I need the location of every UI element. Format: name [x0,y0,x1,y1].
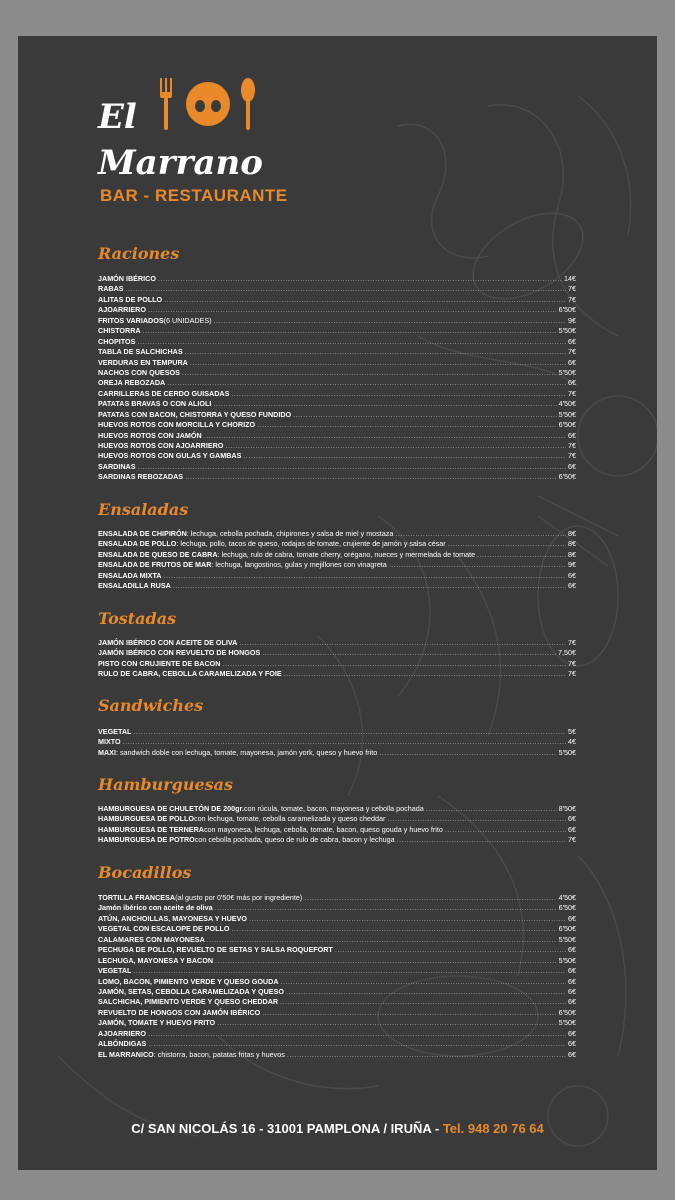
menu-item [98,389,576,399]
dot-leader [280,997,566,1007]
menu-item-price: 6€ [568,430,576,440]
menu-item-price: 6€ [568,814,576,824]
menu-item-price: 6€ [568,997,576,1007]
menu-item-price: 6'50€ [558,903,576,913]
menu-item-name: ENSALADA DE QUESO DE CABRA [98,549,218,559]
menu-item-price: 5'50€ [558,1018,576,1028]
menu-item-name: PATATAS CON BACON, CHISTORRA Y QUESO FUNDIDO [98,409,292,419]
menu-item-description: : lechuga, rulo de cabra, tomate cherry, orégano, nueces y mermelada de tomate [217,549,476,559]
logo-cutlery-group [156,76,266,136]
dot-leader [284,669,566,679]
menu-item-price: 6€ [568,945,576,955]
menu-item-name: CARRILLERAS DE CERDO GUISADAS [98,388,230,398]
dot-leader [379,748,556,758]
footer-contact [18,1121,657,1136]
menu-item [98,410,576,420]
menu-item [98,966,576,976]
menu-item-price: 6€ [568,581,576,591]
dot-leader [239,638,566,648]
menu-item-description: con lechuga, tomate, cebolla caramelizada y queso cheddar [193,814,386,824]
menu-item-name: OREJA REBOZADA [98,378,166,388]
dot-leader [387,814,566,824]
dot-leader [426,804,557,814]
menu-item-name: CHISTORRA [98,326,141,336]
menu-item [98,638,576,648]
dot-leader [286,987,566,997]
menu-item-price: 7€ [568,669,576,679]
menu-item [98,987,576,997]
menu-item [98,804,576,814]
brand-tagline: BAR - RESTAURANTE [100,186,288,205]
menu-item-name: ENSALADA DE FRUTOS DE MAR [98,560,212,570]
menu-item-name: LOMO, BACON, PIMIENTO VERDE Y QUESO GOUDA [98,976,279,986]
menu-item-name: VEGETAL [98,966,132,976]
dot-leader [185,347,566,357]
menu-item [98,737,576,747]
dot-leader [262,1008,556,1018]
menu-item [98,1018,576,1028]
menu-item-name: SALCHICHA, PIMIENTO VERDE Y QUESO CHEDDAR [98,997,279,1007]
menu-item-name: VERDURAS EN TEMPURA [98,357,188,367]
menu-board [18,36,657,1170]
section-title-bocadillos: Bocadillos [98,863,192,882]
dot-leader [164,571,567,581]
dot-leader [164,295,566,305]
menu-item-name: ALITAS DE POLLO [98,294,163,304]
menu-item-name: ATÚN, ANCHOILLAS, MAYONESA Y HUEVO [98,913,247,923]
menu-item-name: ENSALADILLA RUSA [98,581,171,591]
menu-item [98,316,576,326]
menu-item [98,727,576,737]
dot-leader [287,1050,566,1060]
menu-item-name: HAMBURGUESA DE TERNERA [98,824,204,834]
footer-phone[interactable]: Tel. 948 20 76 64 [442,1121,544,1136]
menu-item-description: : lechuga, cebolla pochada, chipirones y salsa de miel y mostaza [186,529,394,538]
menu-item-price: 5'50€ [558,409,576,419]
dot-leader [214,316,566,326]
menu-item [98,914,576,924]
menu-item-name: CALAMARES CON MAYONESA [98,934,205,944]
menu-item-price: 6€ [568,986,576,996]
section-items-sandwiches [98,727,576,758]
section-items-ensaladas [98,529,576,592]
menu-item-name: ENSALADA DE POLLO [98,539,177,549]
menu-item-price: 8€ [568,529,576,538]
menu-item-description: : lechuga, langostinos, gulas y mejillones con vinagreta [211,560,387,570]
menu-item-name: FRITOS VARIADOS [98,315,164,325]
menu-item-description: con cebolla pochada, queso de rulo de cabra, bacon y lechuga [194,835,395,845]
menu-item-price: 5€ [568,727,576,736]
dot-leader [167,378,566,388]
footer-address: C/ SAN NICOLÁS 16 - 31001 PAMPLONA / IRUÑA - [131,1121,443,1136]
menu-item [98,935,576,945]
menu-item [98,835,576,845]
menu-item-price: 5'50€ [558,747,576,757]
menu-item [98,462,576,472]
menu-item-name: JAMÓN, SETAS, CEBOLLA CARAMELIZADA Y QUESO [98,986,284,996]
menu-item [98,1029,576,1039]
dot-leader [204,431,566,441]
menu-item-price: 5'50€ [558,326,576,336]
menu-item [98,305,576,315]
dot-leader [243,451,566,461]
menu-item-price: 14€ [564,274,576,283]
menu-item-name: MAXI [98,747,116,757]
dot-leader [477,550,566,560]
dot-leader [173,581,566,591]
menu-item [98,337,576,347]
menu-item [98,956,576,966]
menu-item-name: HUEVOS ROTOS CON GULAS Y GAMBAS [98,451,242,461]
section-items-raciones [98,274,576,483]
menu-item-price: 5'50€ [558,934,576,944]
menu-item [98,924,576,934]
brand-name-line1: El [98,97,137,137]
menu-item-price: 6'50€ [558,472,576,482]
section-items-hamburguesas [98,804,576,846]
menu-item-description: : lechuga, pollo, tacos de queso, rodajas de tomate, crujiente de jamón y salsa césar [176,539,446,549]
menu-item [98,571,576,581]
menu-item-price: 6€ [568,976,576,986]
menu-item-name: PISTO CON CRUJIENTE DE BACON [98,658,221,668]
menu-item-name: Jamón ibérico con aceite de oliva [98,903,213,913]
menu-item-name: JAMÓN IBÉRICO CON ACEITE DE OLIVA [98,638,238,647]
menu-item [98,893,576,903]
menu-item-name: AJOARRIERO [98,1028,146,1038]
menu-item [98,1039,576,1049]
section-title-sandwiches: Sandwiches [98,696,204,715]
menu-item [98,441,576,451]
menu-item-name: TORTILLA FRANCESA [98,893,176,902]
menu-item-price: 6'50€ [558,1007,576,1017]
dot-leader [158,274,562,284]
menu-item-price: 7,50€ [558,648,576,658]
menu-item-price: 5'50€ [558,367,576,377]
dot-leader [207,935,557,945]
dot-leader [133,966,566,976]
dot-leader [138,462,566,472]
menu-item-price: 6'50€ [558,924,576,934]
menu-item-description: (6 UNIDADES) [163,315,212,325]
dot-leader [249,914,566,924]
menu-item-price: 6€ [568,378,576,388]
menu-item [98,295,576,305]
section-items-tostadas [98,638,576,680]
menu-item-name: RULO DE CABRA, CEBOLLA CARAMELIZADA Y FOIE [98,669,282,679]
menu-item-name: EL MARRANICO [98,1049,154,1059]
menu-item-price: 7€ [568,835,576,845]
menu-item-price: 6€ [568,461,576,471]
dot-leader [126,284,566,294]
menu-item [98,550,576,560]
menu-item-price: 6€ [568,913,576,923]
fork-icon [160,78,172,130]
menu-item-price: 5'50€ [558,955,576,965]
dot-leader [148,1039,566,1049]
menu-item [98,539,576,549]
menu-item [98,748,576,758]
menu-item [98,451,576,461]
menu-item-price: 7€ [568,284,576,294]
menu-item [98,669,576,679]
menu-item-price: 4€ [568,737,576,747]
dot-leader [182,368,557,378]
dot-leader [389,560,566,570]
menu-item-price: 6€ [568,1049,576,1059]
menu-item-name: JAMÓN IBÉRICO [98,274,156,283]
dot-leader [148,305,557,315]
menu-item-name: SARDINAS [98,461,136,471]
dot-leader [215,903,557,913]
dot-leader [215,956,557,966]
dot-leader [185,472,557,482]
brand-name-line2: Marrano [98,143,263,183]
dot-leader [137,337,566,347]
dot-leader [262,648,556,658]
dot-leader [213,399,556,409]
dot-leader [257,420,557,430]
menu-item-name: HAMBURGUESA DE CHULETÓN DE 200gr. [98,804,244,813]
menu-item [98,420,576,430]
menu-item [98,659,576,669]
dot-leader [143,326,557,336]
dot-leader [231,389,566,399]
dot-leader [445,825,566,835]
menu-item-price: 7€ [568,638,576,647]
section-items-bocadillos [98,893,576,1060]
menu-item [98,560,576,570]
menu-item-name: HUEVOS ROTOS CON JAMÓN [98,430,202,440]
menu-item [98,378,576,388]
menu-item [98,977,576,987]
menu-item-name: ENSALADA MIXTA [98,570,162,580]
menu-item-name: HUEVOS ROTOS CON AJOARRIERO [98,441,224,450]
dot-leader [225,441,566,451]
menu-item-name: CHOPITOS [98,336,136,346]
section-title-tostadas: Tostadas [98,609,177,628]
menu-item-name: VEGETAL CON ESCALOPE DE POLLO [98,924,230,934]
menu-item-price: 6'50€ [558,420,576,430]
menu-item [98,368,576,378]
menu-item-description: : sandwich doble con lechuga, tomate, mayonesa, jamón york, queso y huevo frito [115,747,378,757]
menu-item-price: 7€ [568,294,576,304]
menu-item-price: 8€ [568,549,576,559]
section-title-hamburguesas: Hamburguesas [98,775,234,794]
menu-item-price: 6€ [568,336,576,346]
menu-item [98,997,576,1007]
menu-item-name: SARDINAS REBOZADAS [98,472,184,482]
menu-item [98,581,576,591]
dot-leader [148,1029,566,1039]
menu-item-price: 6€ [568,1028,576,1038]
section-title-ensaladas: Ensaladas [98,500,189,519]
pig-face-icon [186,82,230,126]
menu-item-price: 7€ [568,441,576,450]
menu-item [98,274,576,284]
dot-leader [222,659,566,669]
menu-item-description: con rúcula, tomate, bacon, mayonesa y cebolla pochada [243,804,424,813]
menu-item-price: 7€ [568,451,576,461]
dot-leader [217,1018,556,1028]
menu-item-price: 6€ [568,824,576,834]
dot-leader [448,539,566,549]
menu-item [98,326,576,336]
menu-item-name: TABLA DE SALCHICHAS [98,347,183,357]
menu-item [98,1008,576,1018]
menu-item-price: 4'50€ [558,399,576,409]
menu-item-name: NACHOS CON QUESOS [98,367,180,377]
menu-item [98,814,576,824]
menu-item [98,431,576,441]
menu-item [98,903,576,913]
menu-item-price: 6€ [568,570,576,580]
dot-leader [281,977,566,987]
menu-item [98,399,576,409]
dot-leader [335,945,566,955]
menu-item-name: JAMÓN, TOMATE Y HUEVO FRITO [98,1018,216,1028]
menu-item-name: HUEVOS ROTOS CON MORCILLA Y CHORIZO [98,420,256,430]
menu-item-price: 6€ [568,966,576,976]
dot-leader [395,529,566,539]
menu-item-name: AJOARRIERO [98,305,146,315]
menu-item-price: 8€ [568,539,576,549]
menu-item [98,945,576,955]
menu-item-price: 6'50€ [558,305,576,315]
menu-item-name: REVUELTO DE HONGOS CON JAMÓN IBÉRICO [98,1007,261,1017]
menu-item-price: 6€ [568,1039,576,1049]
menu-item [98,825,576,835]
menu-item-name: RABAS [98,284,124,294]
dot-leader [190,358,566,368]
menu-item-price: 7€ [568,347,576,357]
menu-item-name: ALBÓNDIGAS [98,1039,147,1049]
menu-item [98,529,576,539]
dot-leader [232,924,557,934]
menu-item [98,347,576,357]
menu-item-name: VEGETAL [98,727,132,736]
menu-item [98,648,576,658]
section-title-raciones: Raciones [98,244,180,263]
menu-item-name: MIXTO [98,737,121,747]
dot-leader [293,410,556,420]
dot-leader [133,727,566,737]
menu-item-price: 9€ [568,315,576,325]
menu-item-price: 9€ [568,560,576,570]
menu-item-name: HAMBURGUESA DE POLLO [98,814,194,824]
menu-item [98,1050,576,1060]
menu-item-price: 4'50€ [558,893,576,902]
menu-item-name: HAMBURGUESA DE POTRO [98,835,195,845]
menu-item-name: ENSALADA DE CHIPIRÓN [98,529,187,538]
menu-item-description: : chistorra, bacon, patatas fritas y huevos [153,1049,285,1059]
dot-leader [397,835,566,845]
menu-item [98,284,576,294]
menu-item-name: LECHUGA, MAYONESA Y BACON [98,955,214,965]
menu-item-price: 7€ [568,388,576,398]
menu-item [98,358,576,368]
menu-item-price: 6€ [568,357,576,367]
dot-leader [304,893,556,903]
menu-item-name: PECHUGA DE POLLO, REVUELTO DE SETAS Y SALSA ROQUEFORT [98,945,333,955]
menu-item-description: con mayonesa, lechuga, cebolla, tomate, bacon, queso gouda y huevo frito [203,824,443,834]
dot-leader [123,737,566,747]
menu-item-description: (al gusto por 0'50€ más por ingrediente) [175,893,303,902]
menu-item-name: JAMÓN IBÉRICO CON REVUELTO DE HONGOS [98,648,261,658]
menu-item-price: 7€ [568,658,576,668]
menu-item-name: PATATAS BRAVAS O CON ALIOLI [98,399,212,409]
menu-item-price: 8'50€ [558,804,576,813]
menu-item [98,472,576,482]
spoon-icon [241,78,255,130]
